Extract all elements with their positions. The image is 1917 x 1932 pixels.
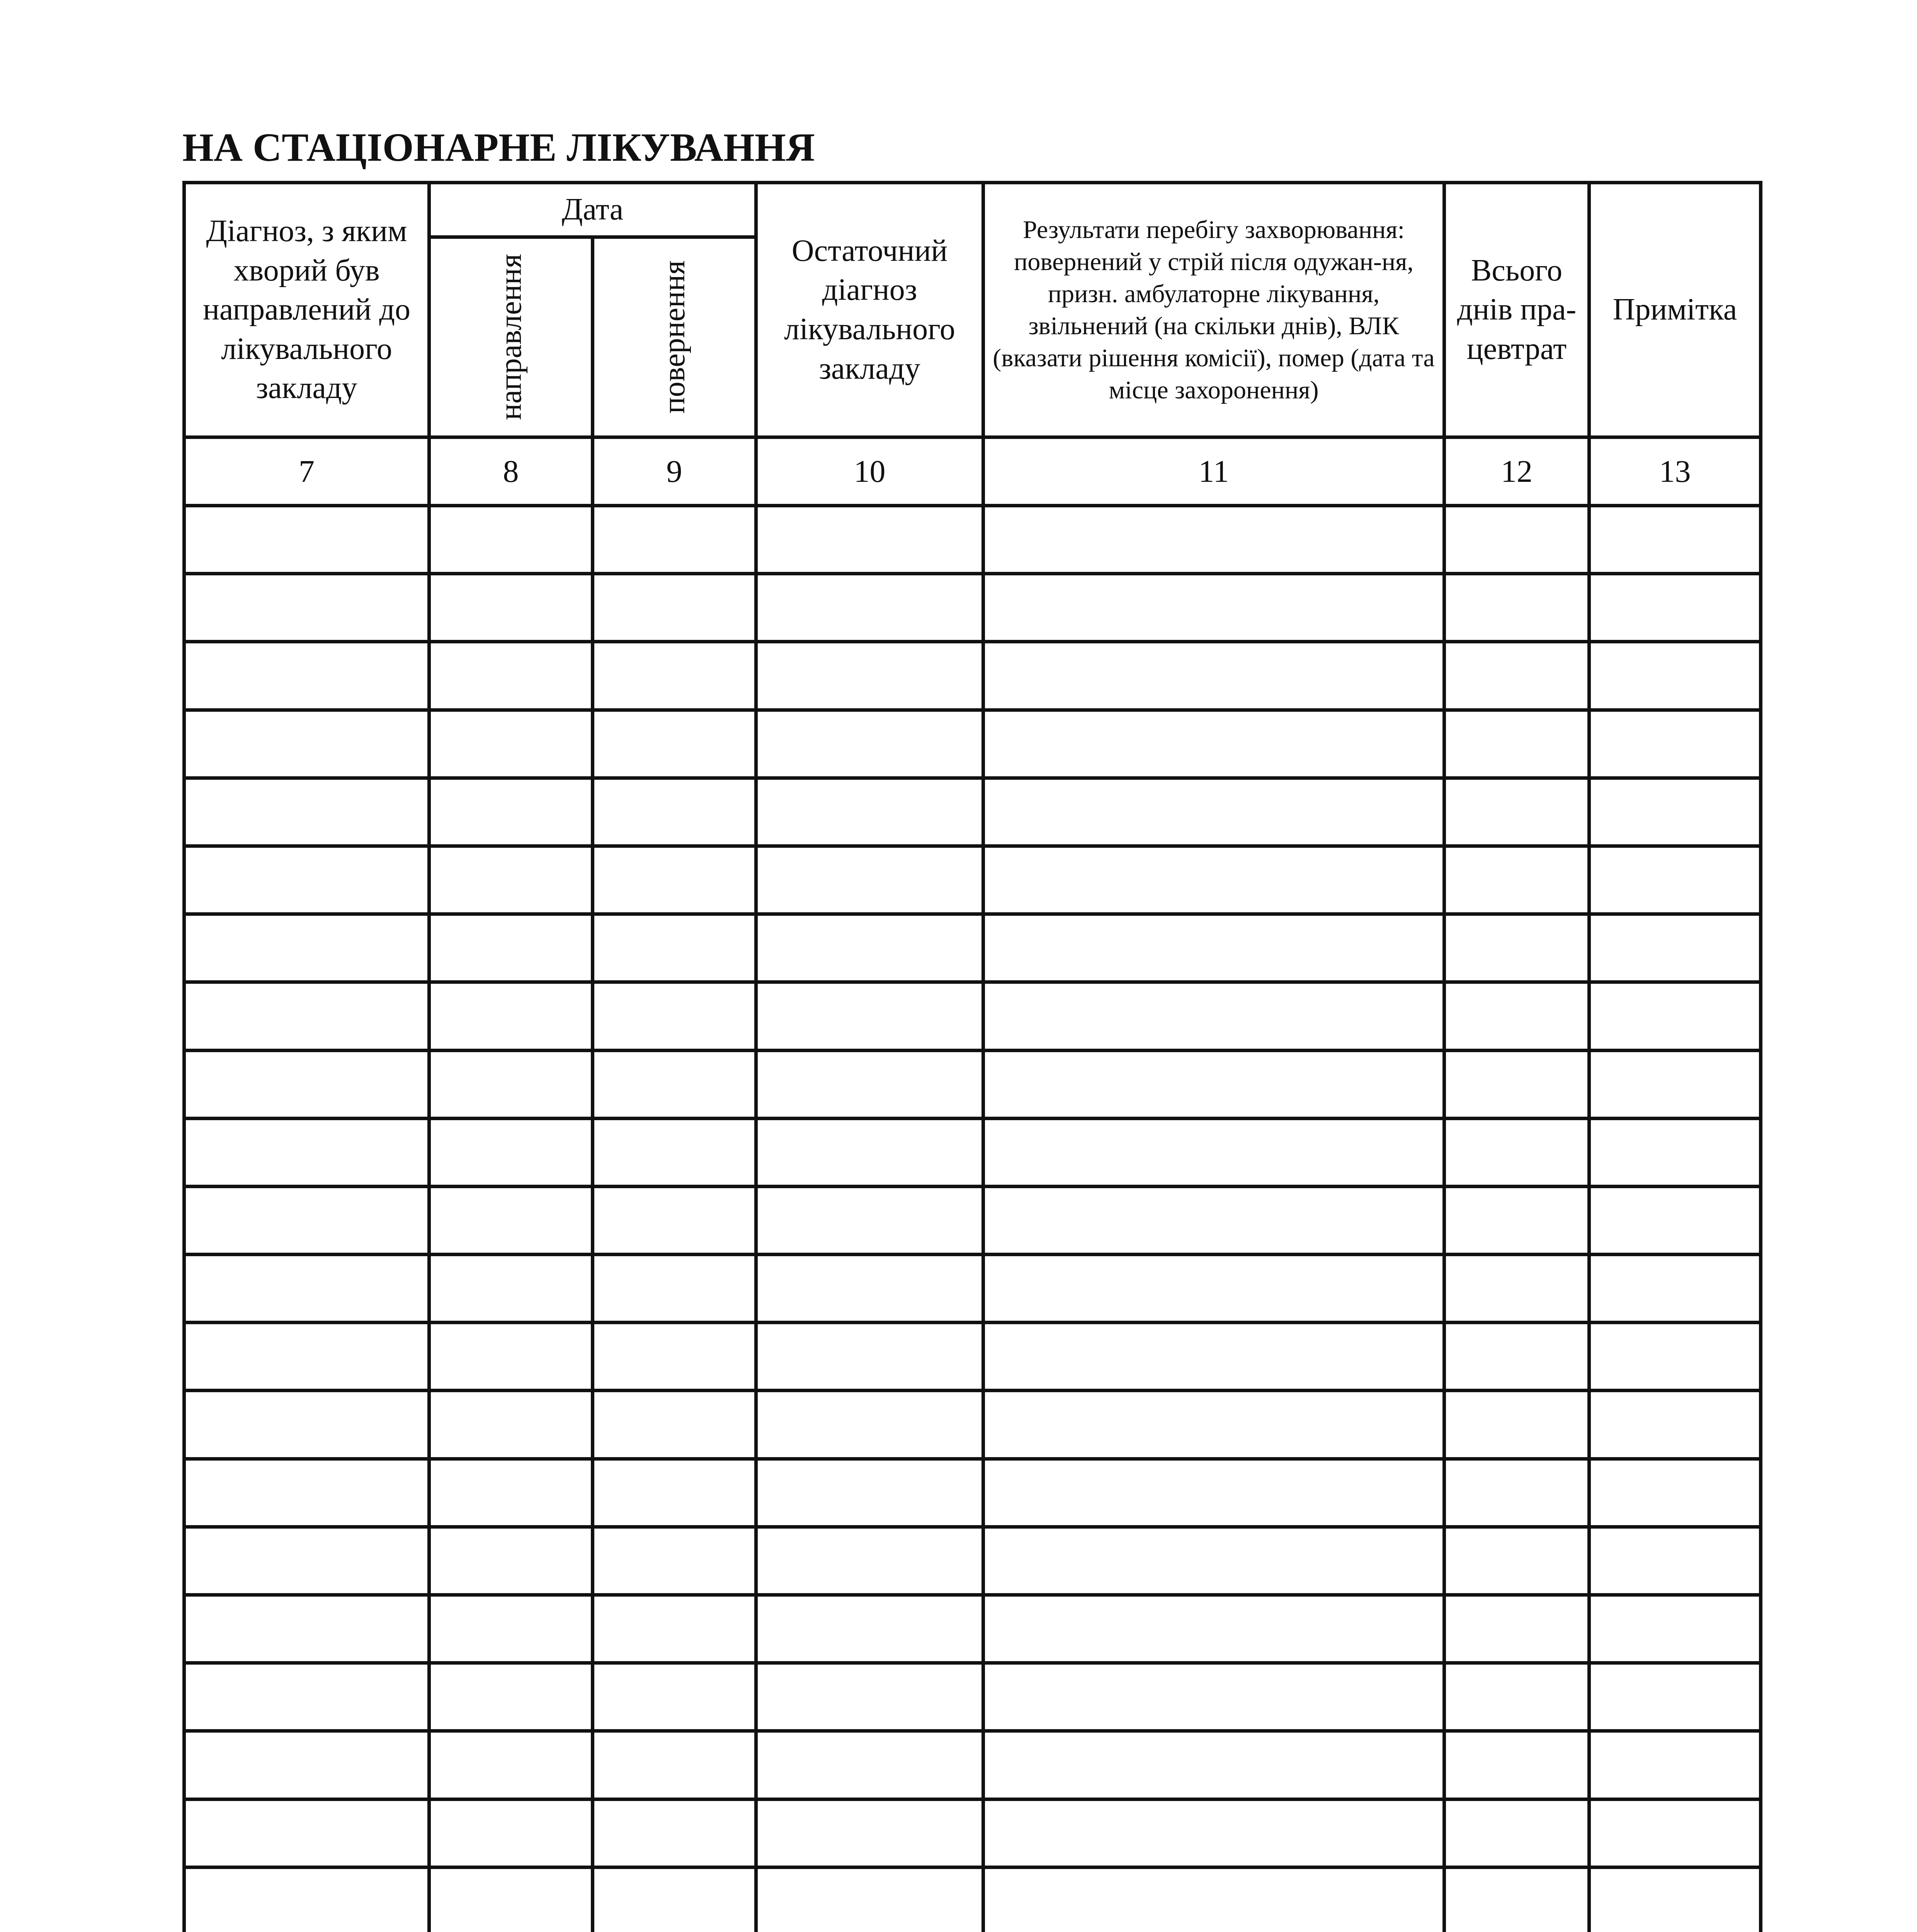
table-cell[interactable]: [1589, 982, 1761, 1050]
table-cell[interactable]: [1444, 1799, 1589, 1867]
table-cell[interactable]: [1589, 1799, 1761, 1867]
table-cell[interactable]: [593, 574, 756, 642]
table-cell[interactable]: [184, 1186, 429, 1254]
table-cell[interactable]: [184, 1118, 429, 1186]
table-row: [184, 1323, 1761, 1391]
table-cell[interactable]: [593, 914, 756, 982]
table-cell[interactable]: [1444, 1595, 1589, 1663]
table-cell[interactable]: [593, 642, 756, 710]
table-cell[interactable]: [756, 710, 983, 778]
table-cell[interactable]: [1444, 1323, 1589, 1391]
column-number: 12: [1444, 437, 1589, 506]
table-cell[interactable]: [184, 1255, 429, 1323]
table-cell[interactable]: [1589, 1527, 1761, 1595]
table-row: [184, 1118, 1761, 1186]
table-cell[interactable]: [756, 1595, 983, 1663]
table-cell[interactable]: [983, 1867, 1444, 1932]
column-number: 9: [593, 437, 756, 506]
table-cell[interactable]: [756, 574, 983, 642]
table-cell[interactable]: [429, 1186, 593, 1254]
table-cell[interactable]: [1589, 846, 1761, 914]
table-cell[interactable]: [983, 1118, 1444, 1186]
table-row: [184, 1255, 1761, 1323]
table-cell[interactable]: [1444, 914, 1589, 982]
table-cell[interactable]: [1444, 1527, 1589, 1595]
table-cell[interactable]: [593, 778, 756, 846]
table-cell[interactable]: [983, 982, 1444, 1050]
table-cell[interactable]: [184, 1731, 429, 1799]
table-cell[interactable]: [184, 1867, 429, 1932]
table-cell[interactable]: [429, 574, 593, 642]
table-cell[interactable]: [1589, 914, 1761, 982]
table-cell[interactable]: [756, 778, 983, 846]
table-cell[interactable]: [429, 914, 593, 982]
table-cell[interactable]: [983, 1527, 1444, 1595]
header-date-group: Дата: [429, 183, 756, 237]
header-note: Примітка: [1589, 183, 1761, 437]
table-cell[interactable]: [1444, 1118, 1589, 1186]
table-cell[interactable]: [756, 506, 983, 574]
table-row: [184, 574, 1761, 642]
table-cell[interactable]: [1589, 1118, 1761, 1186]
table-cell[interactable]: [593, 1186, 756, 1254]
table-cell[interactable]: [184, 1323, 429, 1391]
table-cell[interactable]: [184, 982, 429, 1050]
table-cell[interactable]: [184, 1663, 429, 1731]
table-cell[interactable]: [593, 1118, 756, 1186]
header-diagnosis-referral: Діагноз, з яким хворий був направлений до лікувального закладу: [184, 183, 429, 437]
table-cell[interactable]: [429, 710, 593, 778]
table-cell[interactable]: [1589, 1867, 1761, 1932]
table-cell[interactable]: [983, 778, 1444, 846]
table-cell[interactable]: [184, 506, 429, 574]
table-cell[interactable]: [429, 1867, 593, 1932]
column-number: 13: [1589, 437, 1761, 506]
table-cell[interactable]: [1444, 1255, 1589, 1323]
table-cell[interactable]: [1444, 1186, 1589, 1254]
table-cell[interactable]: [184, 914, 429, 982]
table-cell[interactable]: [756, 1118, 983, 1186]
date-return-label: повернення: [657, 260, 691, 414]
table-cell[interactable]: [983, 1255, 1444, 1323]
date-referral-label: направлення: [494, 254, 528, 420]
table-cell[interactable]: [593, 1323, 756, 1391]
table-row: [184, 642, 1761, 710]
table-cell[interactable]: [429, 982, 593, 1050]
table-row: [184, 1867, 1761, 1932]
table-cell[interactable]: [983, 642, 1444, 710]
table-row: [184, 1459, 1761, 1527]
table-cell[interactable]: [983, 506, 1444, 574]
table-row: [184, 914, 1761, 982]
table-cell[interactable]: [593, 1459, 756, 1527]
column-number: 11: [983, 437, 1444, 506]
table-cell[interactable]: [1589, 1595, 1761, 1663]
table-cell[interactable]: [1589, 1391, 1761, 1459]
table-cell[interactable]: [429, 642, 593, 710]
table-cell[interactable]: [429, 506, 593, 574]
table-cell[interactable]: [756, 914, 983, 982]
table-cell[interactable]: [429, 1595, 593, 1663]
table-cell[interactable]: [593, 506, 756, 574]
table-cell[interactable]: [429, 1459, 593, 1527]
table-cell[interactable]: [184, 1595, 429, 1663]
table-cell[interactable]: [184, 1799, 429, 1867]
table-cell[interactable]: [429, 1663, 593, 1731]
table-cell[interactable]: [1444, 778, 1589, 846]
column-number-row: [184, 437, 1761, 506]
table-cell[interactable]: [756, 1323, 983, 1391]
table-cell[interactable]: [756, 1391, 983, 1459]
table-cell[interactable]: [1589, 1459, 1761, 1527]
header-date-referral: [429, 237, 593, 437]
table-cell[interactable]: [593, 1731, 756, 1799]
table-cell[interactable]: [983, 1050, 1444, 1118]
table-cell[interactable]: [429, 1391, 593, 1459]
table-row: [184, 846, 1761, 914]
table-cell[interactable]: [184, 778, 429, 846]
table-cell[interactable]: [756, 642, 983, 710]
table-cell[interactable]: [593, 1391, 756, 1459]
table-cell[interactable]: [1444, 1459, 1589, 1527]
table-cell[interactable]: [1589, 1731, 1761, 1799]
table-cell[interactable]: [1589, 1323, 1761, 1391]
table-cell[interactable]: [593, 1527, 756, 1595]
table-cell[interactable]: [1444, 1731, 1589, 1799]
table-cell[interactable]: [429, 1799, 593, 1867]
table-cell[interactable]: [756, 1459, 983, 1527]
table-cell[interactable]: [184, 1527, 429, 1595]
table-cell[interactable]: [429, 1731, 593, 1799]
table-cell[interactable]: [983, 1595, 1444, 1663]
table-row: [184, 1050, 1761, 1118]
table-cell[interactable]: [184, 1459, 429, 1527]
table-cell[interactable]: [983, 1186, 1444, 1254]
header-total-days: Всього днів пра-цевтрат: [1444, 183, 1589, 437]
table-row: [184, 778, 1761, 846]
table-cell[interactable]: [983, 1663, 1444, 1731]
table-cell[interactable]: [593, 846, 756, 914]
table-cell[interactable]: [1589, 710, 1761, 778]
table-cell[interactable]: [756, 1186, 983, 1254]
hospital-treatment-table: [182, 181, 1762, 1932]
table-cell[interactable]: [1444, 1867, 1589, 1932]
table-cell[interactable]: [593, 710, 756, 778]
table-cell[interactable]: [983, 846, 1444, 914]
table-cell[interactable]: [1444, 846, 1589, 914]
table-cell[interactable]: [1589, 1186, 1761, 1254]
table-cell[interactable]: [983, 1731, 1444, 1799]
table-cell[interactable]: [429, 1050, 593, 1118]
table-cell[interactable]: [1444, 1050, 1589, 1118]
table-cell[interactable]: [983, 914, 1444, 982]
table-cell[interactable]: [1444, 506, 1589, 574]
table-cell[interactable]: [1589, 506, 1761, 574]
table-cell[interactable]: [593, 1595, 756, 1663]
table-cell[interactable]: [1589, 1255, 1761, 1323]
header-row-top: [184, 183, 1761, 237]
table-cell[interactable]: [429, 1527, 593, 1595]
table-cell[interactable]: [429, 846, 593, 914]
table-cell[interactable]: [1444, 1663, 1589, 1731]
table-row: [184, 982, 1761, 1050]
table-cell[interactable]: [184, 574, 429, 642]
table-cell[interactable]: [429, 778, 593, 846]
column-number: 7: [184, 437, 429, 506]
table-cell[interactable]: [593, 1255, 756, 1323]
table-row: [184, 710, 1761, 778]
header-date-return: [593, 237, 756, 437]
table-cell[interactable]: [983, 710, 1444, 778]
table-cell[interactable]: [593, 982, 756, 1050]
column-number: 10: [756, 437, 983, 506]
column-number: 8: [429, 437, 593, 506]
table-row: [184, 1391, 1761, 1459]
table-cell[interactable]: [1444, 710, 1589, 778]
table-cell[interactable]: [1444, 982, 1589, 1050]
table-cell[interactable]: [1589, 1663, 1761, 1731]
table-cell[interactable]: [1589, 642, 1761, 710]
table-cell[interactable]: [184, 846, 429, 914]
table-cell[interactable]: [184, 1050, 429, 1118]
table-cell[interactable]: [983, 1799, 1444, 1867]
table-cell[interactable]: [756, 1050, 983, 1118]
table-cell[interactable]: [429, 1255, 593, 1323]
table-cell[interactable]: [1444, 574, 1589, 642]
table-row: [184, 1731, 1761, 1799]
table-row: [184, 1527, 1761, 1595]
table-cell[interactable]: [184, 710, 429, 778]
table-cell[interactable]: [756, 982, 983, 1050]
table-cell[interactable]: [1589, 1050, 1761, 1118]
table-cell[interactable]: [756, 1255, 983, 1323]
table-cell[interactable]: [756, 1867, 983, 1932]
table-cell[interactable]: [983, 574, 1444, 642]
table-cell[interactable]: [756, 1527, 983, 1595]
table-cell[interactable]: [756, 1663, 983, 1731]
table-cell[interactable]: [429, 1118, 593, 1186]
table-cell[interactable]: [184, 642, 429, 710]
table-cell[interactable]: [1589, 778, 1761, 846]
table-row: [184, 506, 1761, 574]
table-cell[interactable]: [983, 1391, 1444, 1459]
table-cell[interactable]: [593, 1663, 756, 1731]
table-cell[interactable]: [756, 846, 983, 914]
table-cell[interactable]: [184, 1391, 429, 1459]
table-cell[interactable]: [756, 1731, 983, 1799]
table-cell[interactable]: [1444, 642, 1589, 710]
table-cell[interactable]: [983, 1323, 1444, 1391]
table-cell[interactable]: [1589, 574, 1761, 642]
table-cell[interactable]: [593, 1867, 756, 1932]
table-cell[interactable]: [593, 1050, 756, 1118]
header-final-diagnosis: Остаточний діагноз лікувального закладу: [756, 183, 983, 437]
table-cell[interactable]: [593, 1799, 756, 1867]
table-cell[interactable]: [1444, 1391, 1589, 1459]
table-cell[interactable]: [983, 1459, 1444, 1527]
page-title: НА СТАЦІОНАРНЕ ЛІКУВАННЯ: [182, 125, 815, 170]
table-row: [184, 1799, 1761, 1867]
table-cell[interactable]: [429, 1323, 593, 1391]
header-results: Результати перебігу захворювання: повернений у стрій після одужан-ня, призн. амбулаторне лікування, звільнений (на скільки днів), ВЛК (вказати рішення комісії), помер (дата та місце захоронення): [983, 183, 1444, 437]
table-cell[interactable]: [756, 1799, 983, 1867]
table-row: [184, 1186, 1761, 1254]
table-row: [184, 1663, 1761, 1731]
table-row: [184, 1595, 1761, 1663]
